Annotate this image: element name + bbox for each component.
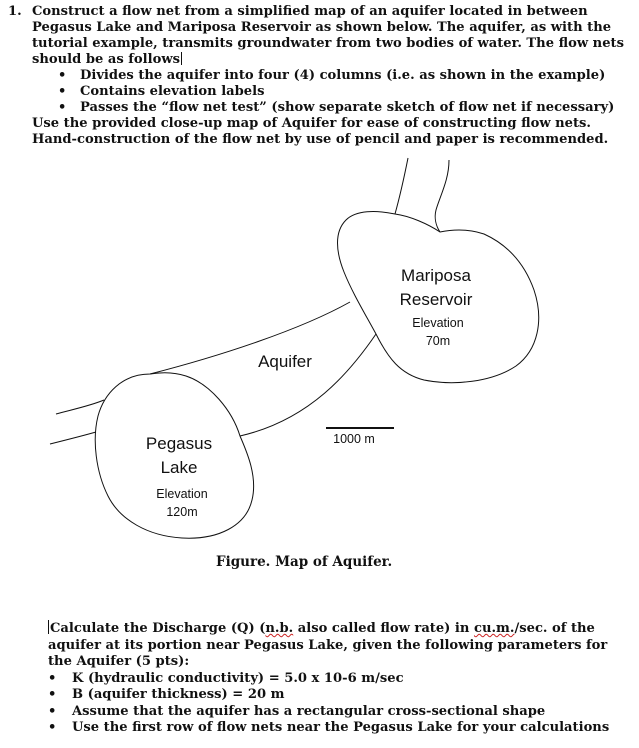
question-1-intro: Construct a flow net from a simplified map of an aquifer located in between Pegasus Lake and Mariposa Reservoir as shown below. The aquifer, as with the tutorial example, transmits groundwater from two bodies of water. The flow nets should be as follows (32, 4, 624, 67)
bullet-item: • Assume that the aquifer has a rectangular cross-sectional shape (48, 704, 633, 721)
stream-left (395, 158, 408, 214)
reservoir-name-line1: Mariposa (401, 266, 471, 285)
spellcheck-nb: n.b. (265, 621, 294, 636)
reservoir-elevation-value: 70m (425, 334, 451, 348)
aquifer-lower-bank (240, 334, 376, 436)
aquifer-map (0, 150, 639, 519)
bullet-item: • B (aquifer thickness) = 20 m (48, 687, 633, 704)
lake-elevation-label: Elevation (156, 487, 208, 501)
bullet-item: • Contains elevation labels (32, 84, 628, 100)
reservoir-name-line2: Reservoir (399, 290, 473, 309)
bullet-item: • Divides the aquifer into four (4) columns (i.e. as shown in the example) (32, 68, 628, 84)
lake-name-line2: Lake (160, 458, 198, 477)
lake-name-line1: Pegasus (145, 434, 213, 453)
bullet-item: • Use the first row of flow nets near the Pegasus Lake for your calculations (48, 720, 633, 737)
figure-caption: Figure. Map of Aquifer. (216, 554, 393, 570)
spellcheck-unit: cu.m. (473, 621, 515, 636)
lake-inflow-lower (50, 432, 96, 444)
question-1-bullets (32, 68, 628, 116)
question-2-intro: Calculate the Discharge (Q) (n.b. also called flow rate) in cu.m./sec. of the aquifer at its portion near Pegasus Lake, given the following parameters for the Aquifer (5 pts): (48, 621, 608, 669)
lake-inflow-upper (56, 400, 104, 414)
question-2 (48, 620, 633, 737)
stream-right (435, 160, 449, 232)
question-1 (8, 4, 628, 148)
bullet-item: • K (hydraulic conductivity) = 5.0 x 10-6 m/sec (48, 671, 633, 688)
text-cursor (48, 620, 49, 634)
question-number: 1. (8, 4, 22, 19)
bullet-item: • Passes the “flow net test” (show separate sketch of flow net if necessary) (32, 100, 628, 116)
scale-label: 1000 m (333, 432, 375, 446)
text-cursor (181, 52, 182, 65)
aquifer-upper-bank (150, 302, 350, 374)
question-1-closing: Use the provided close-up map of Aquifer for ease of constructing flow nets. Hand-construction of the flow net by use of pencil and paper is recommended. (32, 116, 609, 147)
question-2-bullets (48, 671, 633, 737)
aquifer-label: Aquifer (258, 352, 312, 371)
reservoir-elevation-label: Elevation (412, 316, 464, 330)
lake-elevation-value: 120m (166, 505, 198, 519)
